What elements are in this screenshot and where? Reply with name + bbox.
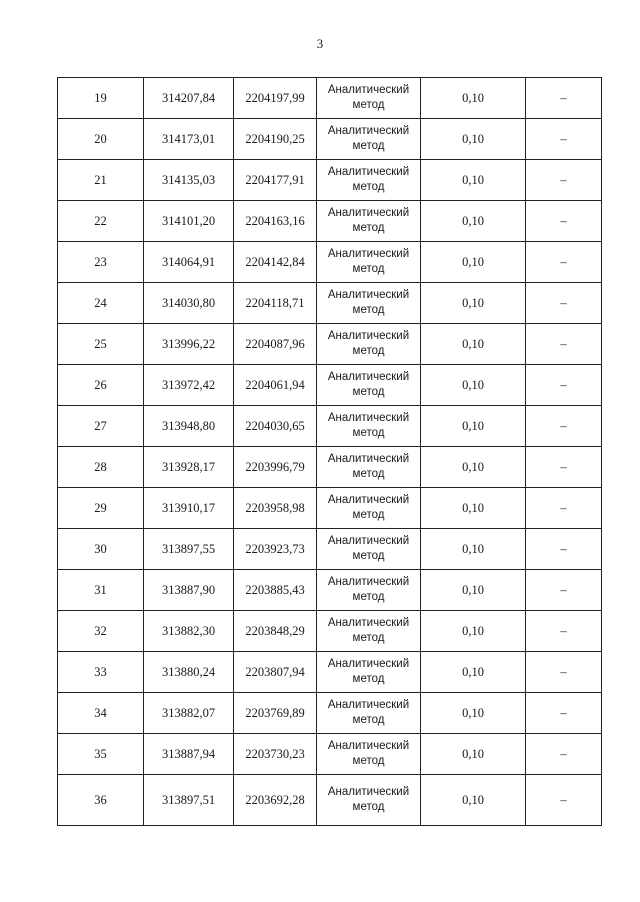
method-line-1: Аналитический (327, 166, 410, 179)
method-line-1: Аналитический (327, 617, 410, 630)
accuracy-cell: 0,10 (421, 488, 526, 529)
method-cell (317, 365, 421, 406)
note-cell: – (526, 611, 602, 652)
method-line-1: Аналитический (327, 412, 410, 425)
x-coordinate-cell: 313882,30 (144, 611, 234, 652)
accuracy-cell: 0,10 (421, 734, 526, 775)
accuracy-cell: 0,10 (421, 693, 526, 734)
table-row (58, 570, 602, 611)
x-coordinate-cell: 313887,94 (144, 734, 234, 775)
point-number-cell: 21 (58, 160, 144, 201)
y-coordinate-cell: 2204190,25 (234, 119, 317, 160)
table-row (58, 242, 602, 283)
note-cell: – (526, 652, 602, 693)
accuracy-cell: 0,10 (421, 611, 526, 652)
method-cell (317, 529, 421, 570)
note-cell: – (526, 119, 602, 160)
point-number-cell: 19 (58, 78, 144, 119)
method-cell (317, 119, 421, 160)
method-line-2: метод (352, 386, 385, 398)
coordinates-table (57, 77, 602, 826)
note-cell: – (526, 160, 602, 201)
table-row (58, 488, 602, 529)
x-coordinate-cell: 313880,24 (144, 652, 234, 693)
method-line-1: Аналитический (327, 207, 410, 220)
note-cell: – (526, 365, 602, 406)
table-row (58, 734, 602, 775)
note-cell: – (526, 78, 602, 119)
method-cell (317, 242, 421, 283)
accuracy-cell: 0,10 (421, 570, 526, 611)
method-line-1: Аналитический (327, 699, 410, 712)
method-cell (317, 160, 421, 201)
note-cell: – (526, 324, 602, 365)
point-number-cell: 20 (58, 119, 144, 160)
table-row (58, 529, 602, 570)
y-coordinate-cell: 2203958,98 (234, 488, 317, 529)
y-coordinate-cell: 2203923,73 (234, 529, 317, 570)
point-number-cell: 22 (58, 201, 144, 242)
accuracy-cell: 0,10 (421, 406, 526, 447)
note-cell: – (526, 775, 602, 826)
x-coordinate-cell: 313910,17 (144, 488, 234, 529)
accuracy-cell: 0,10 (421, 529, 526, 570)
page-number: 3 (316, 36, 324, 51)
method-line-1: Аналитический (327, 740, 410, 753)
method-line-2: метод (352, 427, 385, 439)
note-cell: – (526, 570, 602, 611)
table-row (58, 406, 602, 447)
method-line-2: метод (352, 304, 385, 316)
point-number-cell: 29 (58, 488, 144, 529)
x-coordinate-cell: 314207,84 (144, 78, 234, 119)
method-cell (317, 324, 421, 365)
method-line-2: метод (352, 801, 385, 813)
method-cell (317, 201, 421, 242)
accuracy-cell: 0,10 (421, 365, 526, 406)
x-coordinate-cell: 313948,80 (144, 406, 234, 447)
table-row (58, 78, 602, 119)
accuracy-cell: 0,10 (421, 775, 526, 826)
accuracy-cell: 0,10 (421, 324, 526, 365)
method-line-2: метод (352, 181, 385, 193)
method-line-2: метод (352, 345, 385, 357)
x-coordinate-cell: 313887,90 (144, 570, 234, 611)
table-row (58, 324, 602, 365)
method-cell (317, 78, 421, 119)
y-coordinate-cell: 2204087,96 (234, 324, 317, 365)
note-cell: – (526, 201, 602, 242)
point-number-cell: 33 (58, 652, 144, 693)
method-line-1: Аналитический (327, 535, 410, 548)
point-number-cell: 23 (58, 242, 144, 283)
note-cell: – (526, 734, 602, 775)
x-coordinate-cell: 313972,42 (144, 365, 234, 406)
note-cell: – (526, 242, 602, 283)
point-number-cell: 32 (58, 611, 144, 652)
table-row (58, 611, 602, 652)
x-coordinate-cell: 314101,20 (144, 201, 234, 242)
accuracy-cell: 0,10 (421, 652, 526, 693)
method-line-1: Аналитический (327, 371, 410, 384)
method-line-2: метод (352, 140, 385, 152)
method-cell (317, 570, 421, 611)
accuracy-cell: 0,10 (421, 447, 526, 488)
point-number-cell: 31 (58, 570, 144, 611)
point-number-cell: 36 (58, 775, 144, 826)
table-row (58, 775, 602, 826)
method-line-2: метод (352, 755, 385, 767)
accuracy-cell: 0,10 (421, 201, 526, 242)
method-cell (317, 447, 421, 488)
method-line-1: Аналитический (327, 248, 410, 261)
x-coordinate-cell: 313928,17 (144, 447, 234, 488)
method-cell (317, 693, 421, 734)
y-coordinate-cell: 2203692,28 (234, 775, 317, 826)
y-coordinate-cell: 2204142,84 (234, 242, 317, 283)
point-number-cell: 35 (58, 734, 144, 775)
note-cell: – (526, 406, 602, 447)
note-cell: – (526, 488, 602, 529)
note-cell: – (526, 693, 602, 734)
method-line-1: Аналитический (327, 289, 410, 302)
method-line-2: метод (352, 714, 385, 726)
method-line-2: метод (352, 99, 385, 111)
y-coordinate-cell: 2203769,89 (234, 693, 317, 734)
point-number-cell: 30 (58, 529, 144, 570)
y-coordinate-cell: 2204061,94 (234, 365, 317, 406)
method-cell (317, 283, 421, 324)
table-row (58, 119, 602, 160)
method-cell (317, 652, 421, 693)
y-coordinate-cell: 2204177,91 (234, 160, 317, 201)
method-line-2: метод (352, 673, 385, 685)
x-coordinate-cell: 314030,80 (144, 283, 234, 324)
y-coordinate-cell: 2204030,65 (234, 406, 317, 447)
accuracy-cell: 0,10 (421, 242, 526, 283)
y-coordinate-cell: 2204197,99 (234, 78, 317, 119)
y-coordinate-cell: 2203730,23 (234, 734, 317, 775)
method-line-1: Аналитический (327, 330, 410, 343)
accuracy-cell: 0,10 (421, 160, 526, 201)
method-line-1: Аналитический (327, 786, 410, 799)
method-line-2: метод (352, 468, 385, 480)
point-number-cell: 24 (58, 283, 144, 324)
table-row (58, 365, 602, 406)
x-coordinate-cell: 313897,51 (144, 775, 234, 826)
table-row (58, 447, 602, 488)
method-line-2: метод (352, 591, 385, 603)
table-row (58, 160, 602, 201)
accuracy-cell: 0,10 (421, 283, 526, 324)
method-line-2: метод (352, 263, 385, 275)
accuracy-cell: 0,10 (421, 119, 526, 160)
point-number-cell: 27 (58, 406, 144, 447)
method-line-1: Аналитический (327, 453, 410, 466)
method-line-1: Аналитический (327, 658, 410, 671)
point-number-cell: 25 (58, 324, 144, 365)
x-coordinate-cell: 313996,22 (144, 324, 234, 365)
method-line-1: Аналитический (327, 125, 410, 138)
method-cell (317, 488, 421, 529)
x-coordinate-cell: 313882,07 (144, 693, 234, 734)
method-cell (317, 406, 421, 447)
x-coordinate-cell: 314135,03 (144, 160, 234, 201)
y-coordinate-cell: 2203885,43 (234, 570, 317, 611)
method-line-1: Аналитический (327, 576, 410, 589)
x-coordinate-cell: 313897,55 (144, 529, 234, 570)
method-line-2: метод (352, 222, 385, 234)
table-row (58, 201, 602, 242)
y-coordinate-cell: 2203807,94 (234, 652, 317, 693)
method-line-1: Аналитический (327, 84, 410, 97)
y-coordinate-cell: 2204163,16 (234, 201, 317, 242)
method-line-1: Аналитический (327, 494, 410, 507)
y-coordinate-cell: 2203848,29 (234, 611, 317, 652)
x-coordinate-cell: 314064,91 (144, 242, 234, 283)
accuracy-cell: 0,10 (421, 78, 526, 119)
note-cell: – (526, 447, 602, 488)
method-cell (317, 775, 421, 826)
point-number-cell: 28 (58, 447, 144, 488)
point-number-cell: 26 (58, 365, 144, 406)
table-row (58, 283, 602, 324)
method-cell (317, 611, 421, 652)
table-body (58, 78, 602, 826)
table-row (58, 693, 602, 734)
note-cell: – (526, 283, 602, 324)
note-cell: – (526, 529, 602, 570)
y-coordinate-cell: 2203996,79 (234, 447, 317, 488)
table-row (58, 652, 602, 693)
x-coordinate-cell: 314173,01 (144, 119, 234, 160)
y-coordinate-cell: 2204118,71 (234, 283, 317, 324)
method-line-2: метод (352, 509, 385, 521)
method-line-2: метод (352, 550, 385, 562)
point-number-cell: 34 (58, 693, 144, 734)
method-cell (317, 734, 421, 775)
method-line-2: метод (352, 632, 385, 644)
